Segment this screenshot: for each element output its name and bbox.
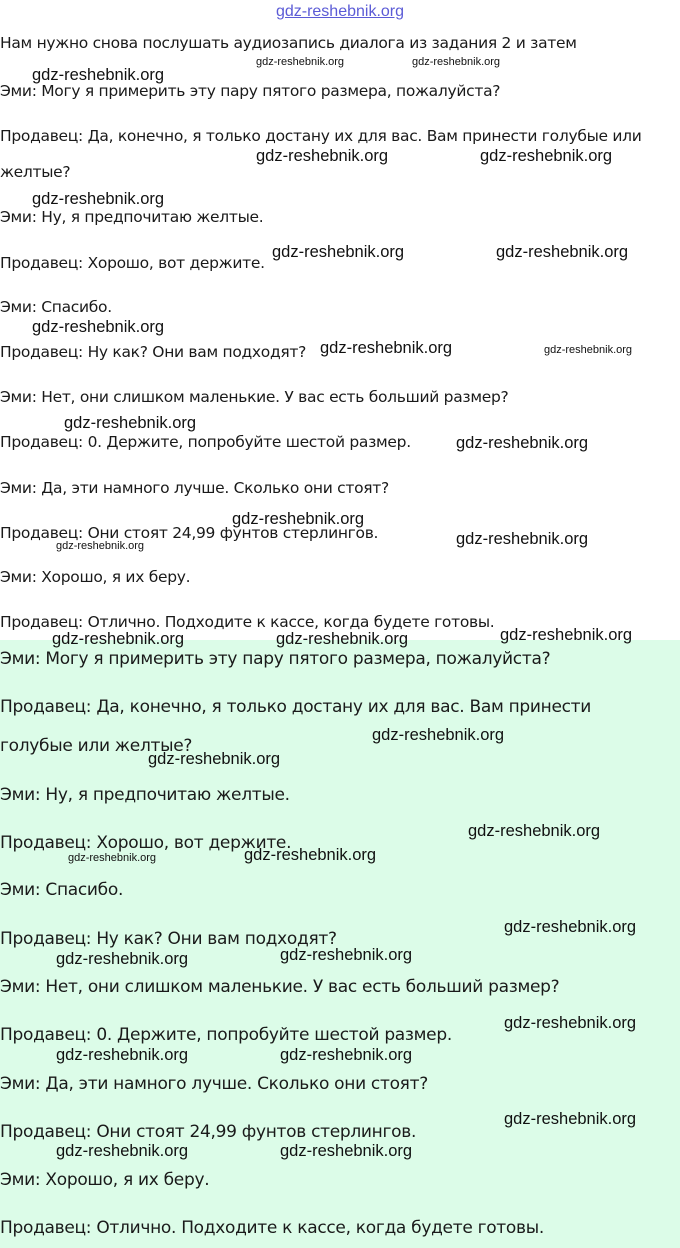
watermark: gdz-reshebnik.org [504, 1110, 637, 1128]
answer-line: Продавец: 0. Держите, попробуйте шестой размер. [0, 1025, 452, 1045]
answer-line: Эми: Да, эти намного лучше. Сколько они стоят? [0, 1074, 428, 1094]
watermark: gdz-reshebnik.org [64, 414, 197, 432]
dialogue-line: Продавец: Отлично. Подходите к кассе, когда будете готовы. [0, 613, 495, 631]
watermark: gdz-reshebnik.org [52, 630, 185, 648]
watermark: gdz-reshebnik.org [412, 56, 501, 68]
watermark: gdz-reshebnik.org [544, 344, 633, 356]
watermark: gdz-reshebnik.org [56, 1142, 189, 1160]
watermark: gdz-reshebnik.org [280, 1046, 413, 1064]
dialogue-line: Эми: Ну, я предпочитаю желтые. [0, 208, 264, 226]
watermark: gdz-reshebnik.org [276, 630, 409, 648]
dialogue-line: Продавец: Да, конечно, я только достану их для вас. Вам принести голубые или [0, 127, 642, 145]
watermark: gdz-reshebnik.org [56, 1046, 189, 1064]
watermark: gdz-reshebnik.org [500, 626, 633, 644]
dialogue-line: Эми: Спасибо. [0, 298, 112, 316]
watermark: gdz-reshebnik.org [256, 147, 389, 165]
watermark: gdz-reshebnik.org [272, 243, 405, 261]
answer-line: Продавец: Хорошо, вот держите. [0, 833, 292, 853]
watermark: gdz-reshebnik.org [504, 918, 637, 936]
intro-text: Нам нужно снова послушать аудиозапись диалога из задания 2 и затем [0, 34, 577, 52]
answer-line: Эми: Хорошо, я их беру. [0, 1170, 210, 1190]
watermark: gdz-reshebnik.org [56, 540, 145, 552]
watermark: gdz-reshebnik.org [56, 950, 189, 968]
answer-line: Продавец: Да, конечно, я только достану их для вас. Вам принести [0, 697, 592, 717]
answer-line: Эми: Могу я примерить эту пару пятого размера, пожалуйста? [0, 649, 551, 669]
watermark: gdz-reshebnik.org [32, 318, 165, 336]
dialogue-line: Эми: Хорошо, я их беру. [0, 568, 191, 586]
site-link[interactable]: gdz-reshebnik.org [275, 3, 405, 20]
watermark: gdz-reshebnik.org [280, 1142, 413, 1160]
watermark: gdz-reshebnik.org [496, 243, 629, 261]
watermark: gdz-reshebnik.org [456, 530, 589, 548]
watermark: gdz-reshebnik.org [68, 852, 157, 864]
answer-line: Продавец: Ну как? Они вам подходят? [0, 929, 337, 949]
answer-line: Эми: Нет, они слишком маленькие. У вас есть больший размер? [0, 977, 560, 997]
watermark: gdz-reshebnik.org [480, 147, 613, 165]
watermark: gdz-reshebnik.org [32, 66, 165, 84]
dialogue-line: Эми: Могу я примерить эту пару пятого размера, пожалуйста? [0, 82, 501, 100]
watermark: gdz-reshebnik.org [468, 822, 601, 840]
watermark: gdz-reshebnik.org [372, 726, 505, 744]
answer-line: Эми: Ну, я предпочитаю желтые. [0, 785, 290, 805]
dialogue-line: Продавец: Они стоят 24,99 фунтов стерлингов. [0, 524, 379, 542]
dialogue-line: Продавец: Хорошо, вот держите. [0, 254, 265, 272]
watermark: gdz-reshebnik.org [456, 434, 589, 452]
dialogue-line: Продавец: Ну как? Они вам подходят? [0, 343, 307, 361]
watermark: gdz-reshebnik.org [244, 846, 377, 864]
watermark: gdz-reshebnik.org [320, 339, 453, 357]
watermark: gdz-reshebnik.org [232, 510, 365, 528]
answer-line: Продавец: Отлично. Подходите к кассе, когда будете готовы. [0, 1218, 544, 1238]
watermark: gdz-reshebnik.org [504, 1014, 637, 1032]
watermark: gdz-reshebnik.org [256, 56, 345, 68]
dialogue-line: Продавец: 0. Держите, попробуйте шестой размер. [0, 433, 411, 451]
watermark: gdz-reshebnik.org [32, 190, 165, 208]
dialogue-line: Эми: Нет, они слишком маленькие. У вас есть больший размер? [0, 388, 509, 406]
dialogue-line: желтые? [0, 163, 71, 181]
watermark: gdz-reshebnik.org [148, 750, 281, 768]
answer-line: Продавец: Они стоят 24,99 фунтов стерлингов. [0, 1122, 417, 1142]
watermark: gdz-reshebnik.org [280, 946, 413, 964]
dialogue-line: Эми: Да, эти намного лучше. Сколько они стоят? [0, 479, 389, 497]
answer-line: Эми: Спасибо. [0, 880, 124, 900]
answer-line: голубые или желтые? [0, 736, 193, 756]
